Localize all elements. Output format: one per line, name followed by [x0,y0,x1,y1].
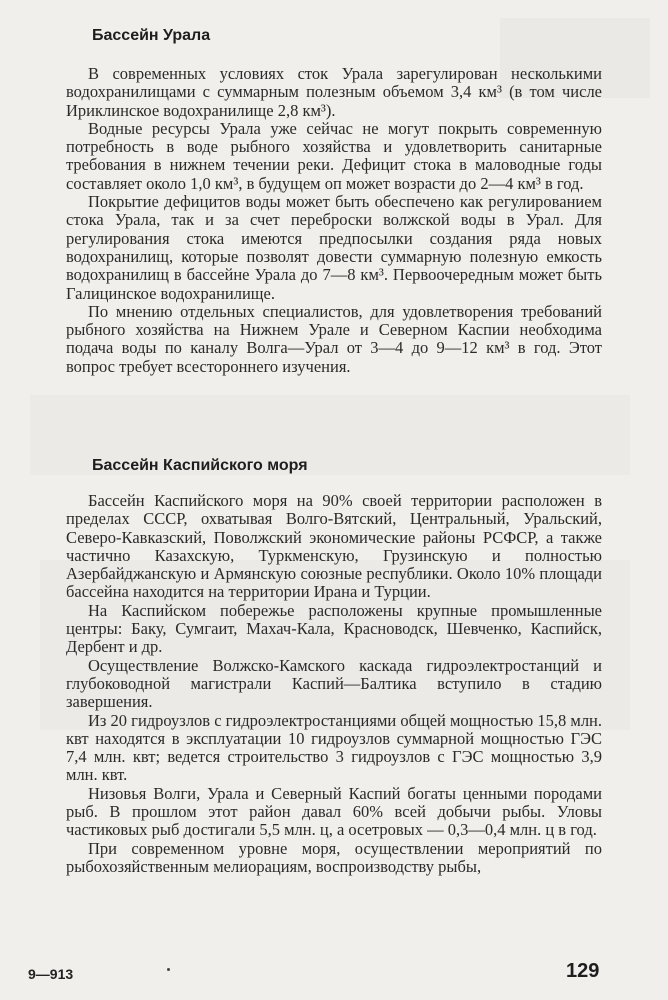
paragraph: Осуществление Волжско-Камского каскада гидроэлектростанций и глубоководной магистрали Каспий—Балтика вступило в стадию завершения. [66,655,602,712]
page-number: 129 [566,960,600,982]
paragraph: В современных условиях сток Урала зарегулирован несколькими водохранилищами с суммарным полезным объемом 3,4 км³ (в том числе Ириклинское водохранилище 2,8 км³). [66,64,602,120]
paragraph: Водные ресурсы Урала уже сейчас не могут покрыть современную потребность в воде рыбного хозяйства и удовлетворить санитарные требования в нижнем течении реки. Дефицит стока в маловодные годы составляет около 1,0 км³, в будущем оп может возрасти до 2—4 км³ в год. [66,118,602,193]
paragraph: Низовья Волги, Урала и Северный Каспий богаты ценными породами рыб. В прошлом этот район давал 60% всей добычи рыбы. Уловы частиковых рыб достигали 5,5 млн. ц, а осетровых — 0,3—0,4 млн. ц в год. [66,783,602,840]
section-heading-caspian: Бассейн Каспийского моря [92,457,308,474]
paragraph: Из 20 гидроузлов с гидроэлектростанциями общей мощностью 15,8 млн. квт находятся в эксплуатации 10 гидроузлов суммарной мощностью ГЭС 7,4 млн. квт; ведется строительство 3 гидроузлов с ГЭС мощностью 3,9 млн. квт. [66,710,603,785]
paragraph: Бассейн Каспийского моря на 90% своей территории расположен в пределах СССР, охватывая Волго-Вятский, Центральный, Уральский, Северо-Кавказский, Поволжский экономические районы РСФСР, а также частично Казахскую, Туркменскую, Грузинскую и полностью Азербайджанскую и Армянскую союзные республики. Около 10% площади бассейна находится на территории Ирана и Турции. [66,491,602,602]
section-heading-ural: Бассейн Урала [92,27,211,44]
paragraph: Покрытие дефицитов воды может быть обеспечено как регулированием стока Урала, так и за счет переброски волжской воды в Урал. Для регулирования стока имеются предпосылки создания ряда новых водохранилищ, которые позволят довести суммарную полезную емкость водохранилищ в бассейне Урала до 7—8 км³. Первоочередным может быть Галицинское водохранилище. [66,192,602,303]
print-mark [167,968,170,971]
printer-signature: 9—913 [28,966,74,982]
paragraph: При современном уровне моря, осуществлении мероприятий по рыбохозяйственным мелиорациям, воспроизводству рыбы, [66,838,602,876]
paragraph: На Каспийском побережье расположены крупные промышленные центры: Баку, Сумгаит, Махач-Кала, Красноводск, Шевченко, Каспийск, Дербент и др. [66,600,602,657]
section-caspian-body [66,492,602,876]
section-ural-body [66,65,602,376]
paragraph: По мнению отдельных специалистов, для удовлетворения требований рыбного хозяйства на Нижнем Урале и Северном Каспии необходима подача воды по каналу Волга—Урал от 3—4 до 9—12 км³ в год. Этот вопрос требует всестороннего изучения. [66,301,602,376]
